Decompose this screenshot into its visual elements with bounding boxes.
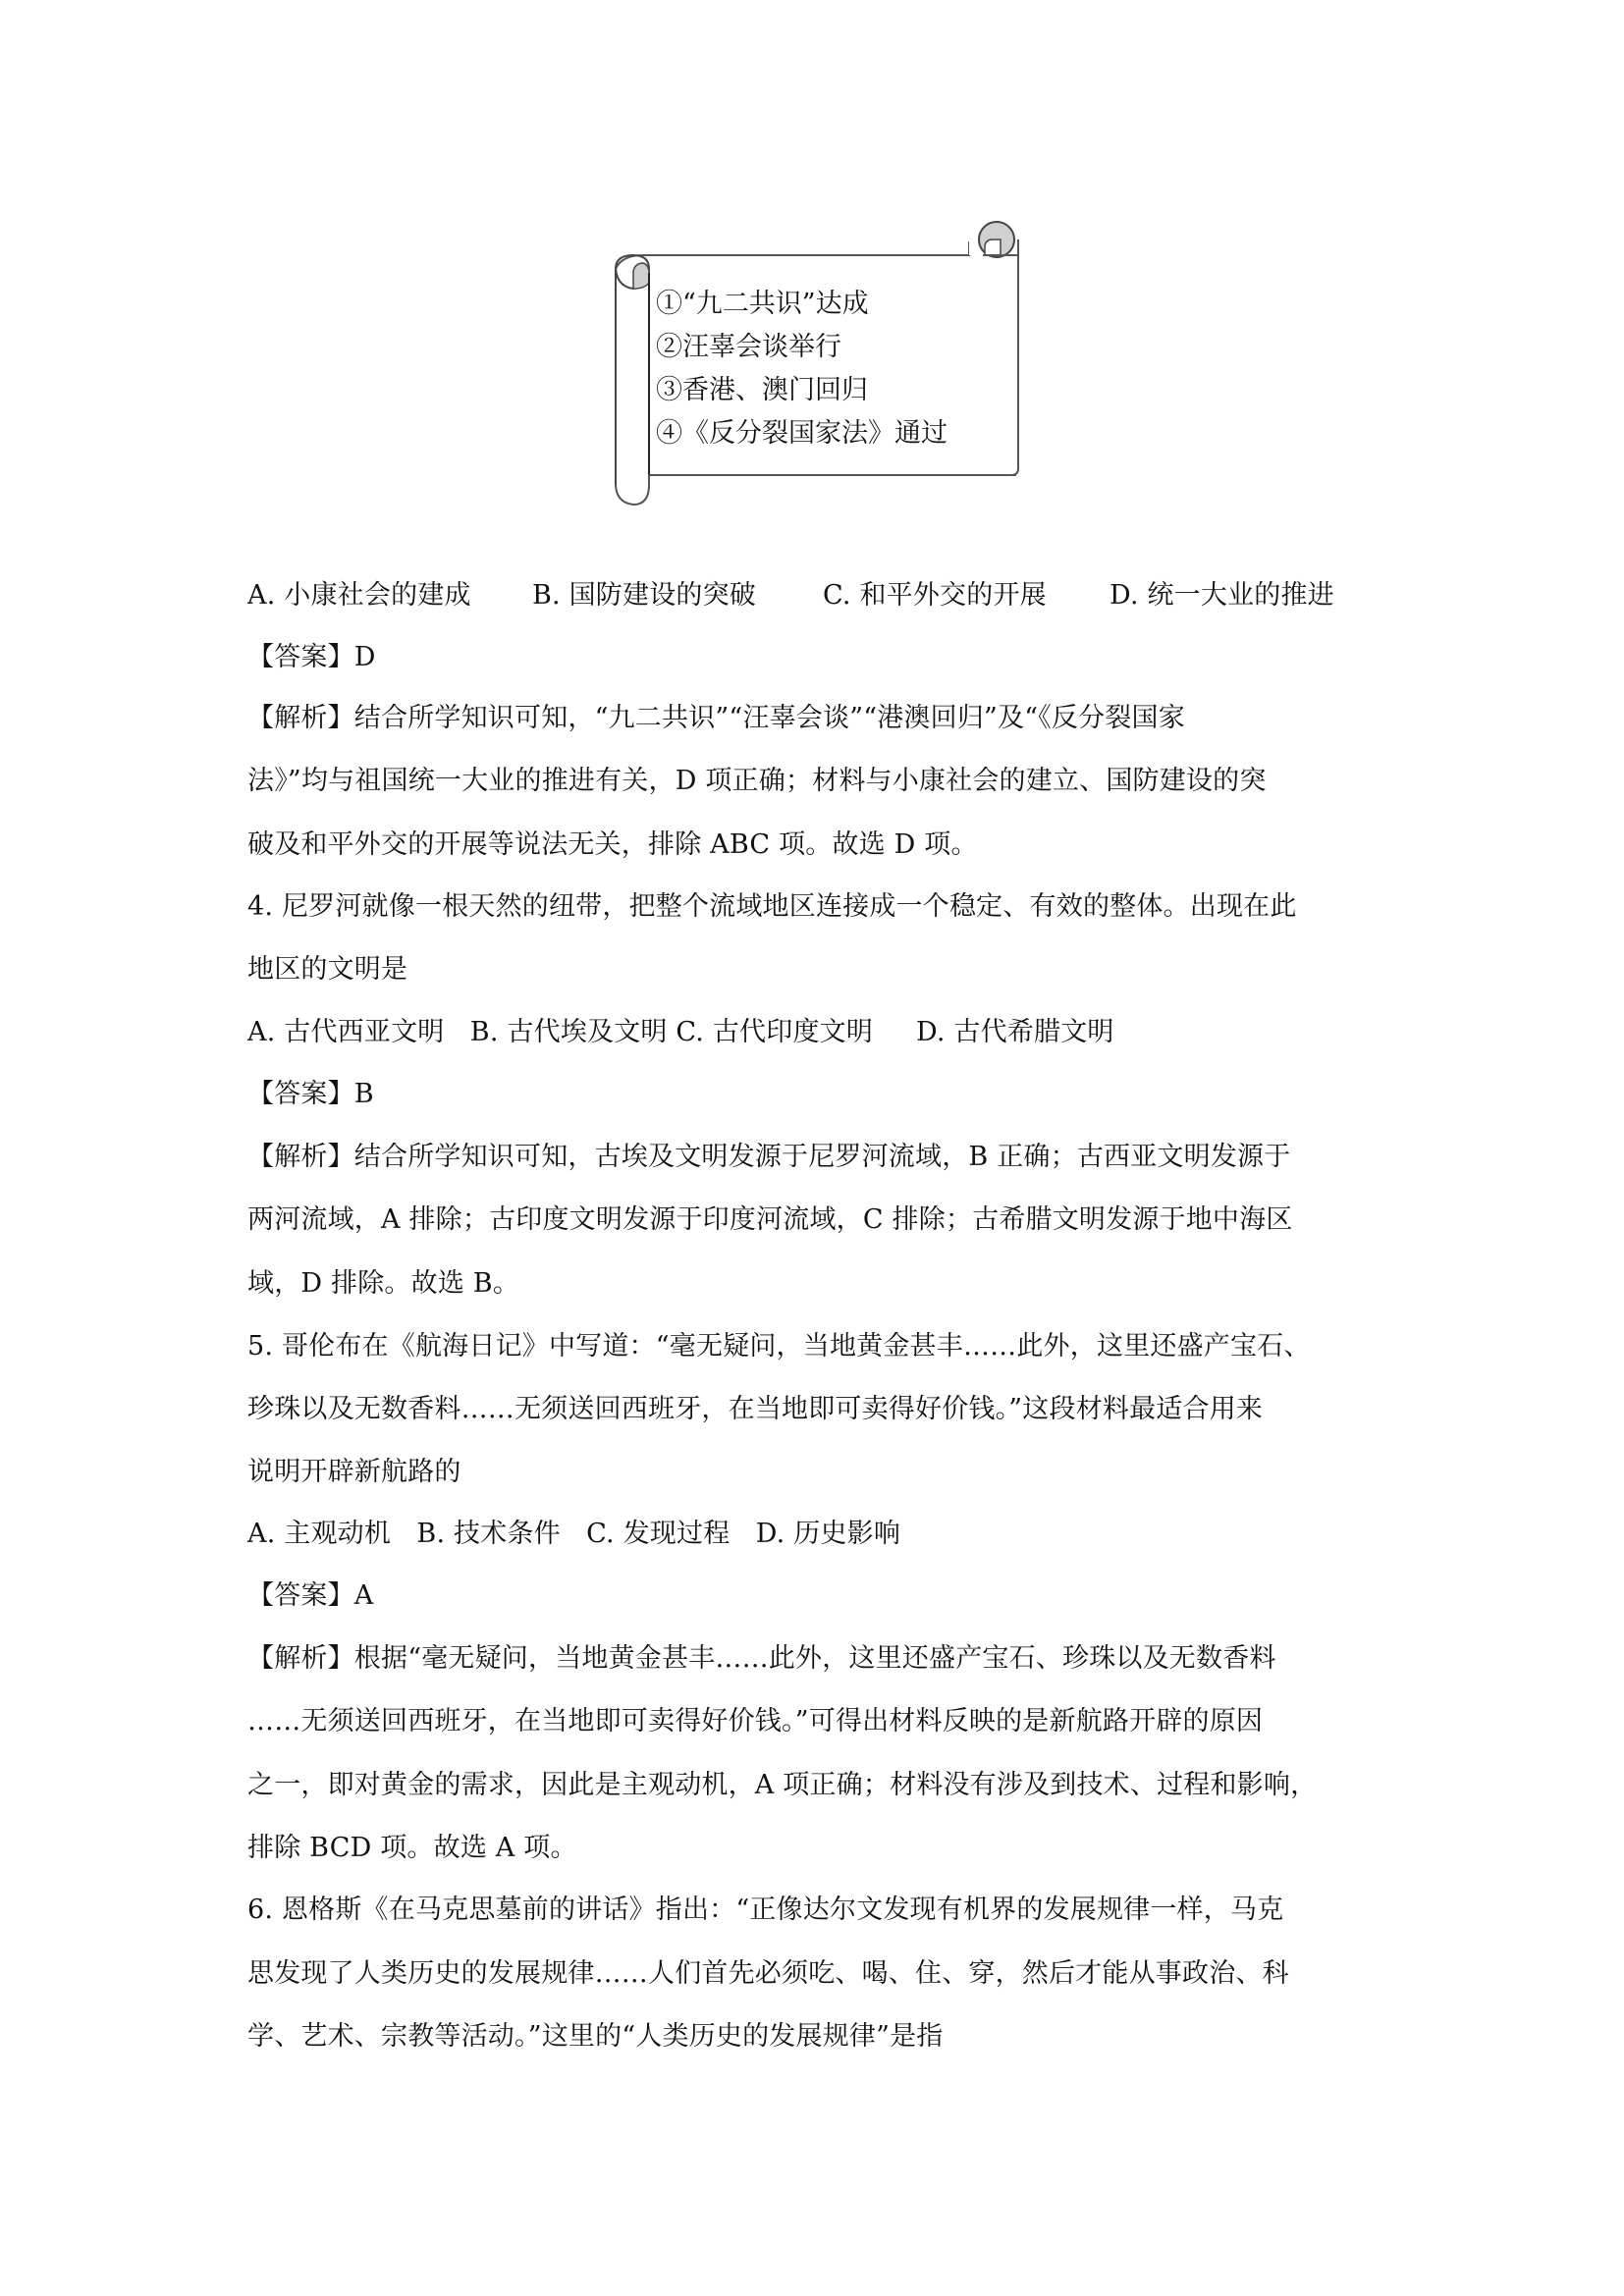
scroll-item: ①“九二共识”达成 xyxy=(656,289,869,319)
q6-stem-line: 思发现了人类历史的发展规律……人们首先必须吃、喝、住、穿，然后才能从事政治、科 xyxy=(247,1958,1289,1989)
q5-stem-line: 说明开辟新航路的 xyxy=(247,1457,461,1487)
q4-stem-line: 地区的文明是 xyxy=(247,954,408,985)
q3-analysis-line: 法》”均与祖国统一大业的推进有关，D 项正确；材料与小康社会的建立、国防建设的突 xyxy=(247,766,1267,796)
q4-analysis-line: 两河流域，A 排除；古印度文明发源于印度河流域，C 排除；古希腊文明发源于地中海区 xyxy=(247,1204,1293,1235)
q3-option-b: B. 国防建设的突破 xyxy=(532,580,757,611)
q4-analysis-line: 域，D 排除。故选 B。 xyxy=(247,1268,520,1299)
q6-stem-line: 学、艺术、宗教等活动。”这里的“人类历史的发展规律”是指 xyxy=(247,2021,944,2052)
scroll-item: ④《反分裂国家法》通过 xyxy=(656,418,947,449)
q5-stem-line: 5. 哥伦布在《航海日记》中写道：“毫无疑问，当地黄金甚丰……此外，这里还盛产宝石、 xyxy=(247,1331,1311,1362)
q5-stem-line: 珍珠以及无数香料……无须送回西班牙，在当地即可卖得好价钱。”这段材料最适合用来 xyxy=(247,1394,1264,1424)
q3-option-d: D. 统一大业的推进 xyxy=(1110,580,1334,611)
q3-option-c: C. 和平外交的开展 xyxy=(823,580,1047,611)
q4-answer: 【答案】B xyxy=(247,1079,374,1109)
q6-stem-line: 6. 恩格斯《在马克思墓前的讲话》指出：“正像达尔文发现有机界的发展规律一样，马克 xyxy=(247,1895,1284,1925)
q3-analysis-line: 【解析】结合所学知识可知，“九二共识”“汪辜会谈”“港澳回归”及“《反分裂国家 xyxy=(247,703,1185,733)
q5-analysis-line: 【解析】根据“毫无疑问，当地黄金甚丰……此外，这里还盛产宝石、珍珠以及无数香料 xyxy=(247,1643,1276,1674)
q5-analysis-line: ……无须送回西班牙，在当地即可卖得好价钱。”可得出材料反映的是新航路开辟的原因 xyxy=(247,1706,1264,1736)
q5-analysis-line: 之一，即对黄金的需求，因此是主观动机，A 项正确；材料没有涉及到技术、过程和影响， xyxy=(247,1770,1318,1800)
q3-answer: 【答案】D xyxy=(247,642,376,672)
scroll-item: ③香港、澳门回归 xyxy=(656,375,868,405)
q3-option-a: A. 小康社会的建成 xyxy=(247,580,471,611)
q5-analysis-line: 排除 BCD 项。故选 A 项。 xyxy=(247,1833,577,1863)
scroll-figure xyxy=(604,218,1036,512)
scroll-items xyxy=(656,283,947,455)
scroll-item: ②汪辜会谈举行 xyxy=(656,332,841,362)
q5-options: A. 主观动机 B. 技术条件 C. 发现过程 D. 历史影响 xyxy=(247,1519,901,1549)
q4-analysis-line: 【解析】结合所学知识可知，古埃及文明发源于尼罗河流域，B 正确；古西亚文明发源于 xyxy=(247,1142,1291,1172)
q4-options: A. 古代西亚文明 B. 古代埃及文明 C. 古代印度文明 D. 古代希腊文明 xyxy=(247,1017,1114,1047)
q3-options xyxy=(247,581,1334,611)
q5-answer: 【答案】A xyxy=(247,1580,374,1611)
q3-analysis-line: 破及和平外交的开展等说法无关，排除 ABC 项。故选 D 项。 xyxy=(247,829,978,860)
q4-stem-line: 4. 尼罗河就像一根天然的纽带，把整个流域地区连接成一个稳定、有效的整体。出现在此 xyxy=(247,891,1297,922)
